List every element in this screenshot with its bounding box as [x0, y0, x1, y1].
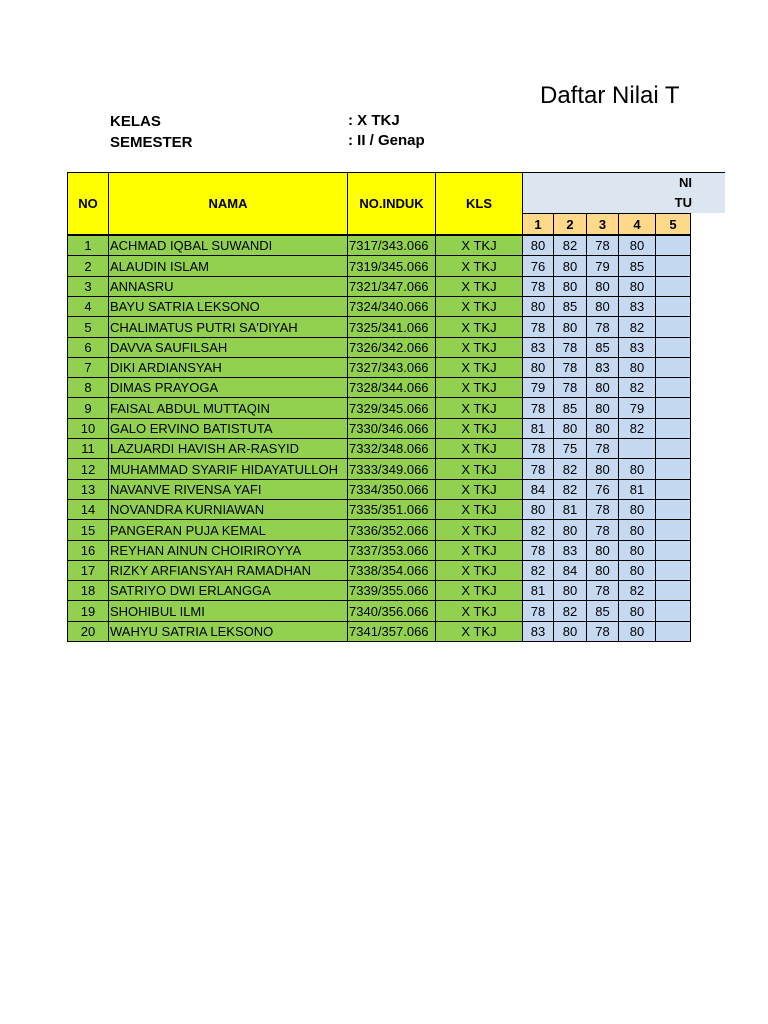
row-kls: X TKJ	[435, 276, 523, 297]
row-score-1: 78	[522, 316, 554, 338]
row-no: 6	[67, 337, 109, 358]
row-nama: REYHAN AINUN CHOIRIROYYA	[108, 540, 348, 561]
row-kls: X TKJ	[435, 540, 523, 561]
row-score-2: 80	[553, 519, 587, 541]
row-score-5	[655, 418, 691, 439]
row-score-4: 81	[618, 479, 656, 500]
row-score-3: 78	[586, 519, 619, 541]
row-score-1: 82	[522, 519, 554, 541]
row-score-1: 78	[522, 600, 554, 622]
row-score-5	[655, 438, 691, 459]
row-no-induk: 7335/351.066	[347, 499, 436, 520]
row-kls: X TKJ	[435, 316, 523, 338]
semester-value: : II / Genap	[348, 132, 425, 149]
row-no-induk: 7340/356.066	[347, 600, 436, 622]
row-score-2: 80	[553, 276, 587, 297]
row-kls: X TKJ	[435, 499, 523, 520]
row-kls: X TKJ	[435, 458, 523, 480]
row-score-5	[655, 499, 691, 520]
row-score-5	[655, 276, 691, 297]
row-score-5	[655, 479, 691, 500]
row-score-5	[655, 580, 691, 601]
row-score-2: 80	[553, 316, 587, 338]
row-score-3: 80	[586, 296, 619, 317]
sheet-edge-line	[690, 560, 691, 581]
row-score-4: 79	[618, 397, 656, 419]
sheet-edge-line	[690, 337, 691, 358]
row-kls: X TKJ	[435, 580, 523, 601]
row-score-3: 78	[586, 580, 619, 601]
row-score-1: 78	[522, 397, 554, 419]
row-score-4: 82	[618, 580, 656, 601]
row-score-3: 80	[586, 397, 619, 419]
row-score-3: 80	[586, 560, 619, 581]
header-nama: NAMA	[108, 172, 348, 235]
row-score-4: 80	[618, 499, 656, 520]
row-score-3: 85	[586, 600, 619, 622]
row-score-5	[655, 560, 691, 581]
row-score-2: 83	[553, 540, 587, 561]
row-no: 8	[67, 377, 109, 398]
row-score-3: 83	[586, 357, 619, 378]
row-score-4: 80	[618, 540, 656, 561]
row-nama: NAVANVE RIVENSA YAFI	[108, 479, 348, 500]
sheet-edge-line	[690, 296, 691, 317]
row-kls: X TKJ	[435, 296, 523, 317]
sheet-edge-line	[690, 499, 691, 520]
row-score-4: 82	[618, 418, 656, 439]
header-task-3: 3	[586, 213, 619, 235]
row-score-1: 78	[522, 540, 554, 561]
row-no: 14	[67, 499, 109, 520]
row-score-1: 83	[522, 621, 554, 642]
row-no-induk: 7332/348.066	[347, 438, 436, 459]
row-no: 18	[67, 580, 109, 601]
row-nama: DIMAS PRAYOGA	[108, 377, 348, 398]
row-score-5	[655, 600, 691, 622]
header-no-induk: NO.INDUK	[347, 172, 436, 235]
row-no: 12	[67, 458, 109, 480]
row-score-5	[655, 255, 691, 277]
row-kls: X TKJ	[435, 519, 523, 541]
row-score-5	[655, 377, 691, 398]
row-nama: NOVANDRA KURNIAWAN	[108, 499, 348, 520]
row-score-3: 78	[586, 235, 619, 256]
row-nama: RIZKY ARFIANSYAH RAMADHAN	[108, 560, 348, 581]
header-kls: KLS	[435, 172, 523, 235]
row-score-2: 78	[553, 357, 587, 378]
row-nama: ALAUDIN ISLAM	[108, 255, 348, 277]
row-nama: SHOHIBUL ILMI	[108, 600, 348, 622]
header-subgroup-tugas: TU	[522, 192, 725, 213]
grades-table	[67, 172, 725, 642]
sheet-edge-line	[690, 377, 691, 398]
row-no-induk: 7319/345.066	[347, 255, 436, 277]
row-nama: ACHMAD IQBAL SUWANDI	[108, 235, 348, 256]
row-score-4: 80	[618, 458, 656, 480]
sheet-edge-line	[690, 438, 691, 459]
row-kls: X TKJ	[435, 438, 523, 459]
row-score-2: 85	[553, 397, 587, 419]
row-no-induk: 7333/349.066	[347, 458, 436, 480]
row-score-1: 80	[522, 499, 554, 520]
row-no-induk: 7341/357.066	[347, 621, 436, 642]
header-task-4: 4	[618, 213, 656, 235]
row-score-3: 80	[586, 540, 619, 561]
row-no-induk: 7330/346.066	[347, 418, 436, 439]
row-score-1: 76	[522, 255, 554, 277]
row-no-induk: 7326/342.066	[347, 337, 436, 358]
kelas-value: : X TKJ	[348, 112, 400, 129]
row-score-5	[655, 540, 691, 561]
row-nama: DIKI ARDIANSYAH	[108, 357, 348, 378]
row-score-5	[655, 458, 691, 480]
row-score-2: 80	[553, 580, 587, 601]
row-score-3: 76	[586, 479, 619, 500]
row-score-1: 80	[522, 296, 554, 317]
row-score-3: 78	[586, 438, 619, 459]
row-score-5	[655, 519, 691, 541]
row-nama: DAVVA SAUFILSAH	[108, 337, 348, 358]
row-no: 5	[67, 316, 109, 338]
row-no: 16	[67, 540, 109, 561]
row-score-5	[655, 316, 691, 338]
row-score-2: 82	[553, 458, 587, 480]
row-score-4: 80	[618, 519, 656, 541]
header-group-nilai: NI	[522, 172, 725, 193]
header-task-2: 2	[553, 213, 587, 235]
row-no-induk: 7339/355.066	[347, 580, 436, 601]
row-score-3: 78	[586, 621, 619, 642]
row-no-induk: 7317/343.066	[347, 235, 436, 256]
row-score-4: 80	[618, 357, 656, 378]
row-score-1: 78	[522, 458, 554, 480]
row-no-induk: 7338/354.066	[347, 560, 436, 581]
row-nama: CHALIMATUS PUTRI SA'DIYAH	[108, 316, 348, 338]
row-score-1: 83	[522, 337, 554, 358]
row-no-induk: 7336/352.066	[347, 519, 436, 541]
row-kls: X TKJ	[435, 397, 523, 419]
row-no-induk: 7329/345.066	[347, 397, 436, 419]
sheet-edge-line	[690, 519, 691, 541]
row-no-induk: 7324/340.066	[347, 296, 436, 317]
row-no: 10	[67, 418, 109, 439]
row-score-1: 78	[522, 276, 554, 297]
row-score-2: 82	[553, 235, 587, 256]
row-kls: X TKJ	[435, 418, 523, 439]
row-kls: X TKJ	[435, 377, 523, 398]
row-score-1: 82	[522, 560, 554, 581]
row-score-3: 80	[586, 418, 619, 439]
row-kls: X TKJ	[435, 621, 523, 642]
row-score-3: 80	[586, 377, 619, 398]
row-nama: SATRIYO DWI ERLANGGA	[108, 580, 348, 601]
sheet-edge-line	[690, 418, 691, 439]
row-score-4: 82	[618, 377, 656, 398]
row-nama: GALO ERVINO BATISTUTA	[108, 418, 348, 439]
sheet-edge-line	[690, 540, 691, 561]
sheet-edge-line	[690, 255, 691, 277]
row-score-4: 83	[618, 337, 656, 358]
row-no: 4	[67, 296, 109, 317]
row-score-1: 78	[522, 438, 554, 459]
sheet-edge-line	[690, 235, 691, 256]
row-score-4	[618, 438, 656, 459]
row-score-5	[655, 235, 691, 256]
row-no-induk: 7327/343.066	[347, 357, 436, 378]
row-kls: X TKJ	[435, 357, 523, 378]
sheet-edge-line	[690, 600, 691, 622]
row-kls: X TKJ	[435, 235, 523, 256]
row-score-4: 80	[618, 276, 656, 297]
row-score-1: 81	[522, 418, 554, 439]
row-no: 9	[67, 397, 109, 419]
sheet-edge-line	[690, 479, 691, 500]
row-no-induk: 7325/341.066	[347, 316, 436, 338]
row-score-2: 78	[553, 377, 587, 398]
row-score-4: 80	[618, 600, 656, 622]
row-nama: MUHAMMAD SYARIF HIDAYATULLOH	[108, 458, 348, 480]
row-score-1: 81	[522, 580, 554, 601]
sheet-edge-line	[690, 357, 691, 378]
row-no: 15	[67, 519, 109, 541]
row-no-induk: 7321/347.066	[347, 276, 436, 297]
row-score-4: 83	[618, 296, 656, 317]
row-score-5	[655, 357, 691, 378]
row-score-2: 85	[553, 296, 587, 317]
row-kls: X TKJ	[435, 255, 523, 277]
row-no: 17	[67, 560, 109, 581]
row-kls: X TKJ	[435, 479, 523, 500]
row-score-2: 80	[553, 418, 587, 439]
row-score-5	[655, 337, 691, 358]
row-nama: BAYU SATRIA LEKSONO	[108, 296, 348, 317]
row-no-induk: 7337/353.066	[347, 540, 436, 561]
row-nama: WAHYU SATRIA LEKSONO	[108, 621, 348, 642]
row-score-2: 81	[553, 499, 587, 520]
row-score-4: 85	[618, 255, 656, 277]
sheet-edge-line	[690, 276, 691, 297]
row-score-3: 80	[586, 276, 619, 297]
sheet-edge-line	[690, 397, 691, 419]
row-score-2: 82	[553, 479, 587, 500]
document-title: Daftar Nilai T	[540, 82, 680, 109]
row-no: 11	[67, 438, 109, 459]
row-score-2: 84	[553, 560, 587, 581]
row-score-2: 82	[553, 600, 587, 622]
row-score-5	[655, 296, 691, 317]
row-score-1: 80	[522, 235, 554, 256]
row-score-2: 80	[553, 621, 587, 642]
row-score-4: 80	[618, 235, 656, 256]
row-score-5	[655, 621, 691, 642]
row-score-1: 79	[522, 377, 554, 398]
row-no: 2	[67, 255, 109, 277]
row-no: 7	[67, 357, 109, 378]
row-no-induk: 7328/344.066	[347, 377, 436, 398]
semester-label: SEMESTER	[110, 134, 193, 151]
row-score-3: 85	[586, 337, 619, 358]
header-no: NO	[67, 172, 109, 235]
kelas-label: KELAS	[110, 113, 161, 130]
sheet-edge-line	[690, 621, 691, 642]
row-no: 3	[67, 276, 109, 297]
row-score-4: 80	[618, 560, 656, 581]
row-nama: ANNASRU	[108, 276, 348, 297]
row-score-5	[655, 397, 691, 419]
header-task-1: 1	[522, 213, 554, 235]
header-task-5: 5	[655, 213, 691, 235]
row-nama: PANGERAN PUJA KEMAL	[108, 519, 348, 541]
row-score-1: 80	[522, 357, 554, 378]
row-score-3: 78	[586, 316, 619, 338]
row-score-4: 80	[618, 621, 656, 642]
row-score-4: 82	[618, 316, 656, 338]
row-score-1: 84	[522, 479, 554, 500]
row-no: 1	[67, 235, 109, 256]
row-nama: FAISAL ABDUL MUTTAQIN	[108, 397, 348, 419]
row-kls: X TKJ	[435, 337, 523, 358]
row-score-3: 79	[586, 255, 619, 277]
row-score-3: 78	[586, 499, 619, 520]
row-score-2: 75	[553, 438, 587, 459]
sheet-edge-line	[690, 580, 691, 601]
row-no: 19	[67, 600, 109, 622]
row-score-2: 80	[553, 255, 587, 277]
row-nama: LAZUARDI HAVISH AR-RASYID	[108, 438, 348, 459]
sheet-edge-line	[690, 458, 691, 480]
row-score-2: 78	[553, 337, 587, 358]
row-kls: X TKJ	[435, 560, 523, 581]
row-kls: X TKJ	[435, 600, 523, 622]
row-no-induk: 7334/350.066	[347, 479, 436, 500]
row-no: 13	[67, 479, 109, 500]
sheet-edge-line	[690, 316, 691, 338]
row-no: 20	[67, 621, 109, 642]
row-score-3: 80	[586, 458, 619, 480]
